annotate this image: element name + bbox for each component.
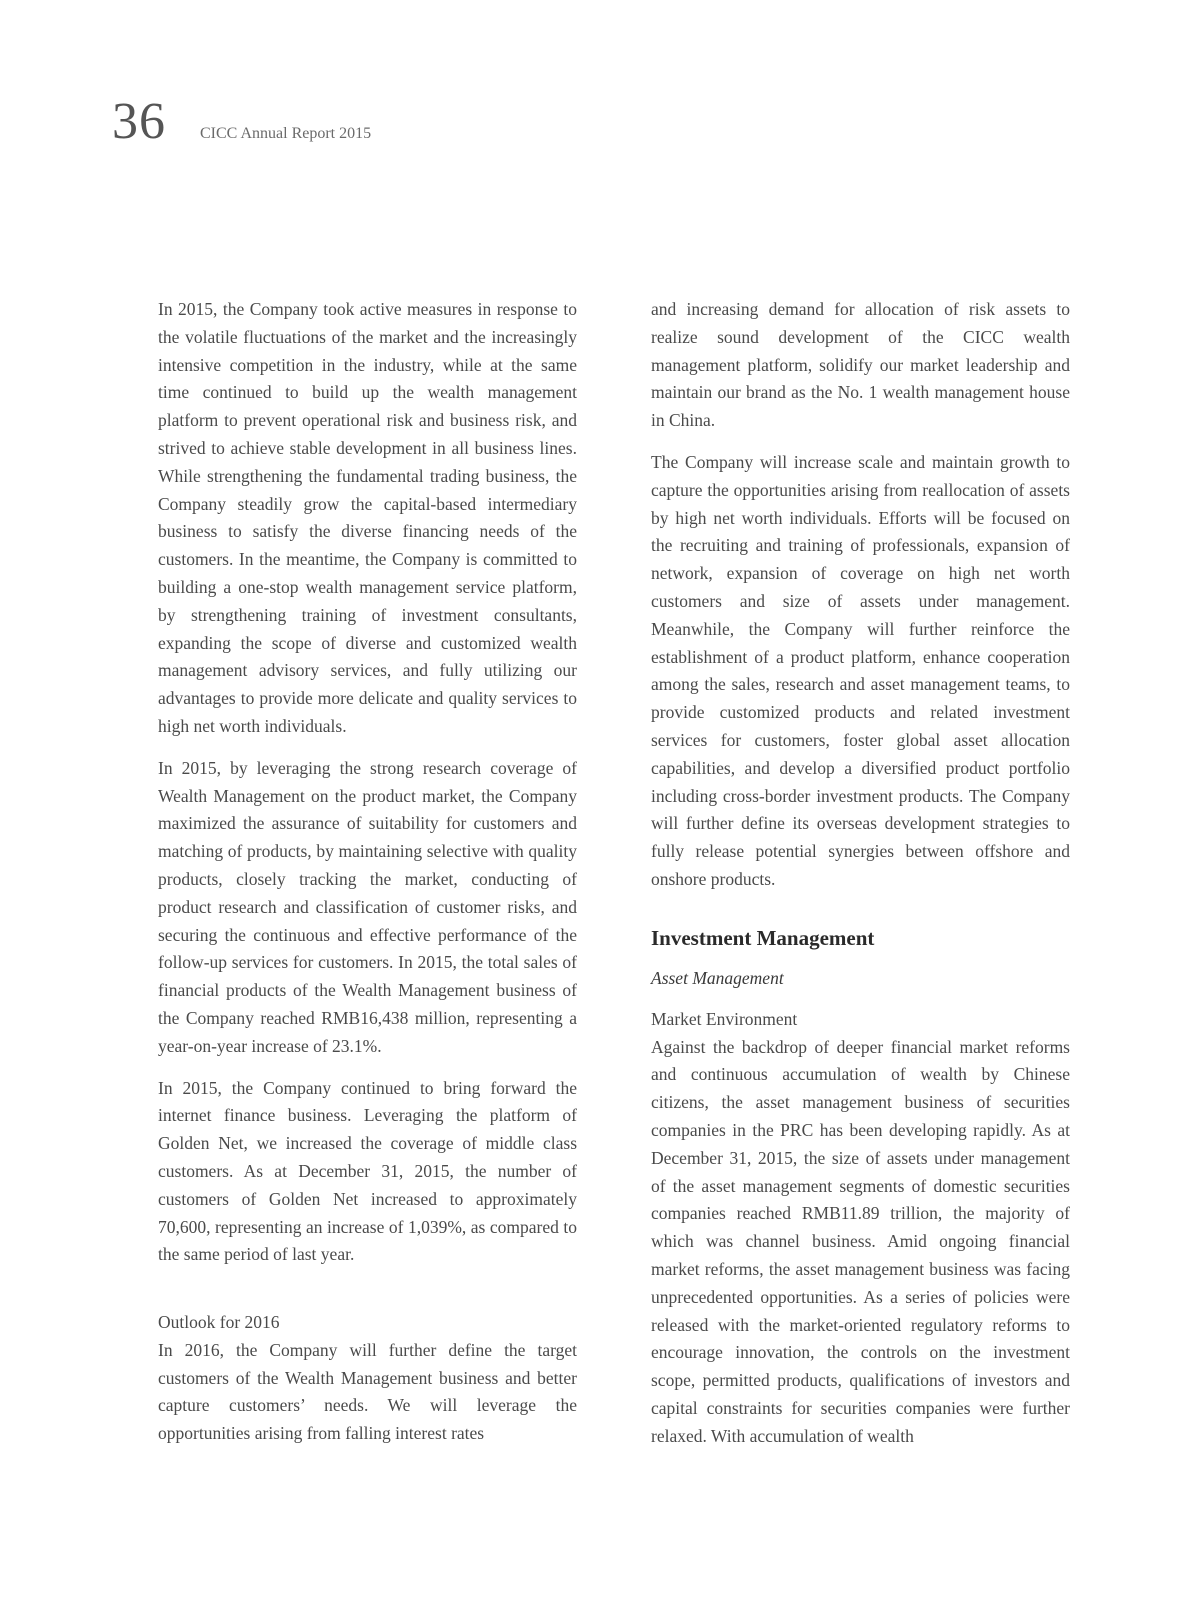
paragraph: In 2015, the Company took active measures in response to the volatile fluctuations of the market and the increasingly intensive competition in the industry, while at the same time continued to build up the wealth management platform to prevent operational risk and business risk, and strived to achieve stable development in all business lines. While strengthening the fundamental trading business, the Company steadily grow the capital-based intermediary business to satisfy the diverse financing needs of the customers. In the meantime, the Company is committed to building a one-stop wealth management service platform, by strengthening training of investment consultants, expanding the scope of diverse and customized wealth management advisory services, and fully utilizing our advantages to provide more delicate and quality services to high net worth individuals. [158,299,577,736]
paragraph: The Company will increase scale and maintain growth to capture the opportunities arising from reallocation of assets by high net worth individuals. Efforts will be focused on the recruiting and training of professionals, expansion of network, expansion of coverage on high net worth customers and size of assets under management. Meanwhile, the Company will further reinforce the establishment of a product platform, enhance cooperation among the sales, research and asset management teams, to provide customized products and related investment services for customers, foster global asset allocation capabilities, and develop a diversified product portfolio including cross-border investment products. The Company will further define its overseas development strategies to fully release potential synergies between offshore and onshore products. [651,451,1070,889]
page-number: 36 [112,93,166,150]
paragraph: In 2015, by leveraging the strong research coverage of Wealth Management on the product market, the Company maximized the assurance of suitability for customers and matching of products, by maintaining selective with quality products, closely tracking the market, conducting of product research and classification of customer risks, and securing the continuous and effective performance of the follow-up services for customers. In 2015, the total sales of financial products of the Wealth Management business of the Company reached RMB16,438 million, representing a year-on-year increase of 23.1%. [158,757,577,1056]
right-column [651,296,1070,1450]
outlook-heading: Outlook for 2016 [158,1312,280,1333]
paragraph: Against the backdrop of deeper financial market reforms and continuous accumulation of wealth by Chinese citizens, the asset management business of securities companies in the PRC has been developing rapidly. As at December 31, 2015, the size of assets under management of the asset management segments of domestic securities companies reached RMB11.89 trillion, the majority of which was channel business. Amid ongoing financial market reforms, the asset management business was facing unprecedented opportunities. As a series of policies were released with the market-oriented regulatory reforms to encourage innovation, the controls on the investment scope, permitted products, qualifications of investors and capital constraints for securities companies were further relaxed. With accumulation of wealth [651,1036,1070,1446]
paragraph: and increasing demand for allocation of risk assets to realize sound development of the CICC wealth management platform, solidify our market leadership and maintain our brand as the No. 1 wealth management house in China. [651,299,1070,431]
section-heading: Investment Management [651,925,875,950]
paragraph: In 2016, the Company will further define the target customers of the Wealth Management business and better capture customers’ needs. We will leverage the opportunities arising from falling interest rates [158,1339,577,1444]
market-environment-heading: Market Environment [651,1008,798,1029]
report-title: CICC Annual Report 2015 [200,125,372,142]
page-header [112,93,372,150]
paragraph: In 2015, the Company continued to bring forward the internet finance business. Leveraging the platform of Golden Net, we increased the coverage of middle class customers. As at December 31, 2015, the number of customers of Golden Net increased to approximately 70,600, representing an increase of 1,039%, as compared to the same period of last year. [158,1077,577,1265]
spacer [158,1283,577,1309]
sub-heading: Asset Management [651,967,784,988]
left-column [158,296,577,1448]
